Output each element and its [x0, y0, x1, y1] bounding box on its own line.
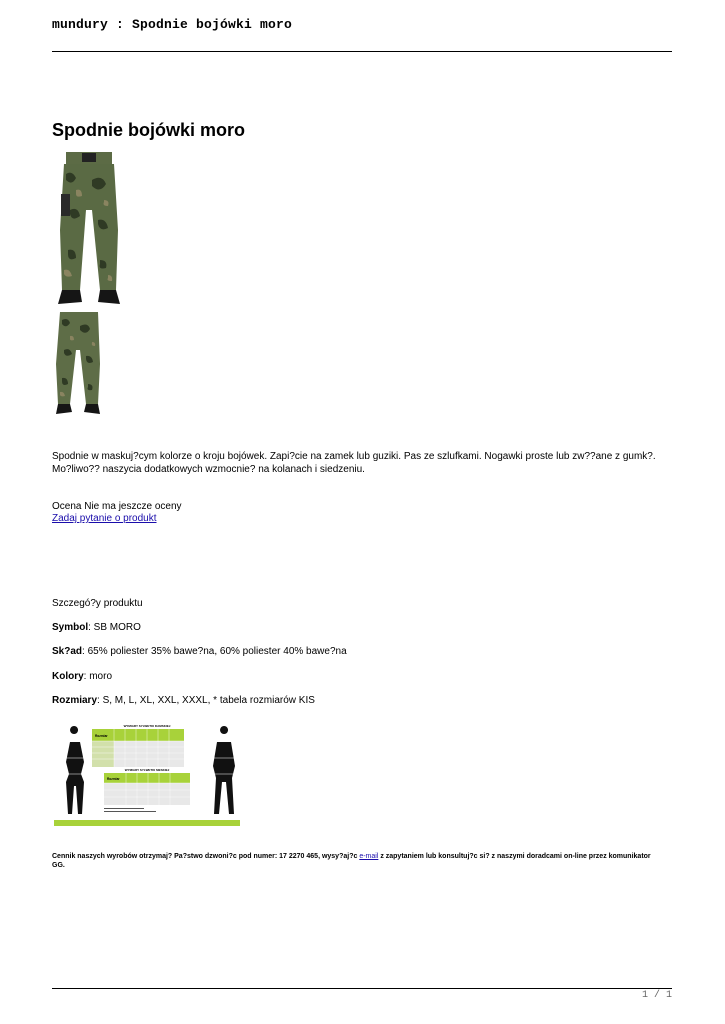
- note-text-end: z zapytaniem lub konsultuj?c si? z naszymi doradcami on-line przez komunikator GG.: [52, 853, 651, 869]
- document-header-title: mundury : Spodnie bojówki moro: [52, 17, 293, 32]
- size-chart-header-male: Rozmiar: [107, 777, 120, 781]
- spec-value: : moro: [83, 671, 113, 682]
- spec-label: Kolory: [52, 671, 84, 682]
- spec-symbol: [52, 622, 141, 633]
- size-chart-image: [52, 722, 242, 828]
- spec-value: : 65% poliester 35% bawe?na, 60% poliester 40% bawe?na: [82, 646, 347, 657]
- size-chart-title-male: WYMIARY SYLWETKI MESKIEJ: [124, 768, 170, 772]
- product-description: Spodnie w maskuj?cym kolorze o kroju bojówek. Zapi?cie na zamek lub guziki. Pas ze szlufkami. Nogawki proste lub zw??ane z gumk?. Mo?liwo?? naszycia dodatkowych wzmocnie? na kolanach i siedzeniu.: [52, 451, 656, 475]
- spec-value: : S, M, L, XL, XXL, XXXL, * tabela rozmiarów KIS: [97, 695, 315, 706]
- spec-colors: [52, 671, 112, 682]
- details-heading: Szczegó?y produktu: [52, 598, 143, 609]
- pricing-contact-note: [52, 852, 652, 870]
- spec-label: Rozmiary: [52, 695, 98, 706]
- email-link[interactable]: e-mail: [359, 853, 379, 860]
- note-text-start: Cennik naszych wyrobów otrzymaj? Pa?stwo dzwoni?c pod numer: 17 2270 465, wysy?aj?c: [52, 853, 360, 860]
- rating-status: Ocena Nie ma jeszcze oceny: [52, 501, 182, 512]
- page-number: 1 / 1: [641, 990, 672, 1001]
- footer-divider: [52, 988, 672, 989]
- spec-label: Symbol: [52, 622, 89, 633]
- product-title: Spodnie bojówki moro: [52, 120, 245, 140]
- size-chart-header-female: Rozmiar: [95, 734, 108, 738]
- ask-question-link[interactable]: Zadaj pytanie o produkt: [52, 513, 157, 524]
- size-chart-title-female: WYMIARY SYLWETKI DAMSKIEJ: [123, 724, 171, 728]
- spec-composition: [52, 646, 347, 657]
- header-divider: [52, 51, 672, 52]
- spec-value: : SB MORO: [88, 622, 141, 633]
- spec-sizes: [52, 695, 315, 706]
- product-photo-secondary: [52, 310, 104, 416]
- product-photo-main: [52, 150, 126, 308]
- spec-label: Sk?ad: [52, 646, 83, 657]
